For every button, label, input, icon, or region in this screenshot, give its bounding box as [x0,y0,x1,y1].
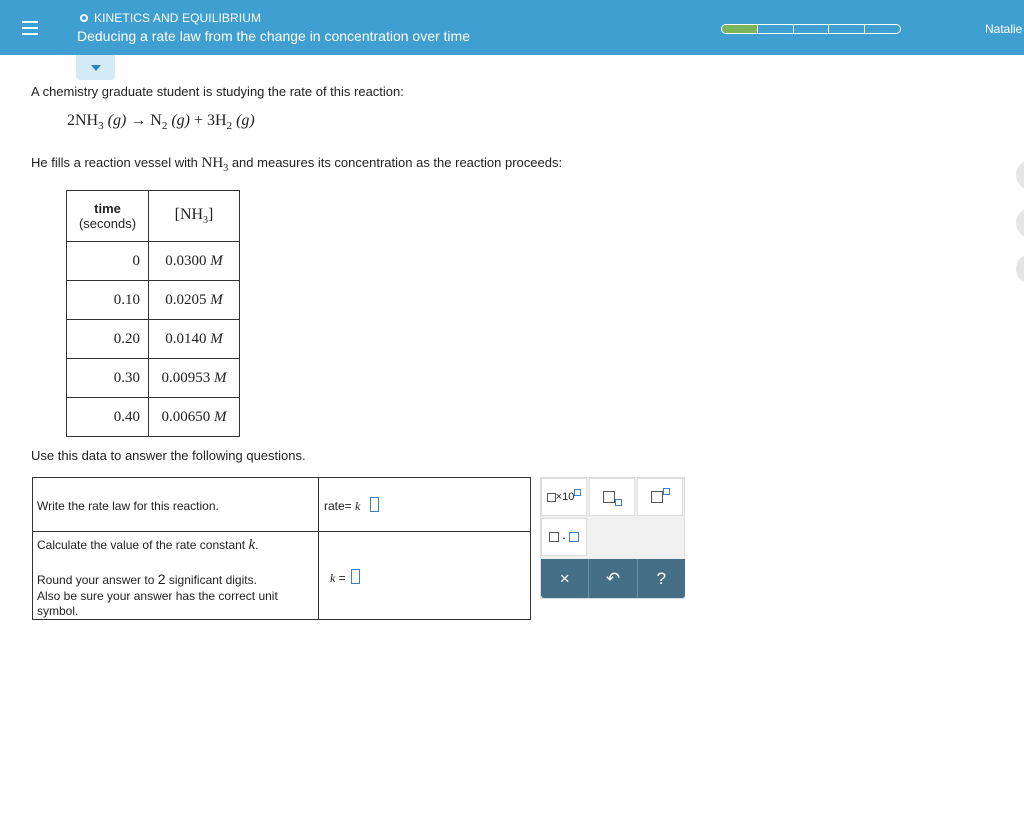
concentration-header: $[NH_3]$ [149,191,240,242]
top-bar [0,0,1024,55]
superscript-button[interactable] [637,478,683,516]
progress-segment [829,25,865,33]
rate-law-answer: rate= k [324,497,379,514]
superscript-box-icon [663,488,670,495]
palette-action-bar [541,559,685,598]
caret-down-icon [91,65,101,71]
time-cell: 0.40 [67,398,149,437]
table-row [67,398,240,437]
scientific-notation-button[interactable] [541,478,587,516]
concentration-cell: 0.0140 M [149,320,240,359]
topic-label: KINETICS AND EQUILIBRIUM [94,11,262,25]
close-icon: × [559,568,570,588]
q1-text: Write the rate law for this reaction. [37,499,219,513]
exponent-box-icon [574,489,581,496]
placeholder-box-icon [547,493,556,502]
progress-segment [722,25,758,33]
progress-segment [794,25,830,33]
placeholder-box-icon [651,491,663,503]
concentration-cell: 0.0300 M [149,242,240,281]
table-row [67,281,240,320]
q2-unit-note: Also be sure your answer has the correct unit symbol. [37,589,278,618]
menu-button[interactable] [0,0,60,55]
placeholder-box-icon [603,491,615,503]
undo-icon: ↶ [605,568,621,588]
problem-intro: A chemistry graduate student is studying the rate of this reaction: [31,84,404,99]
topic-circle-icon [80,14,88,22]
concentration-cell: 0.0205 M [149,281,240,320]
rate-constant-input[interactable] [351,569,360,584]
collapse-toggle[interactable] [76,55,115,80]
table-row [67,359,240,398]
side-tool-button[interactable] [1016,208,1024,238]
placeholder-box-icon [569,532,579,542]
table-row [67,320,240,359]
fills-statement: He fills a reaction vessel with $NH_3$ and measures its concentration as the reaction proceeds: [31,155,563,174]
subscript-box-icon [615,499,622,506]
time-header: time (seconds) [67,191,149,242]
user-name[interactable]: Natalie [985,22,1023,36]
q2-round-instruction: Round your answer to 2 significant digits. [37,571,257,587]
progress-segment [758,25,794,33]
q2-text: Calculate the value of the rate constant k. [37,537,259,553]
use-data-instruction: Use this data to answer the following questions. [31,448,306,463]
time-cell: 0.20 [67,320,149,359]
side-tool-button[interactable] [1016,160,1024,190]
clear-button[interactable] [541,559,589,598]
time-cell: 0 [67,242,149,281]
dot-label: · [561,529,567,545]
concentration-cell: 0.00650 M [149,398,240,437]
time-cell: 0.10 [67,281,149,320]
progress-segment [865,25,900,33]
rate-law-input[interactable] [370,497,379,512]
placeholder-box-icon [549,532,559,542]
concentration-table [66,190,240,437]
help-button[interactable] [638,559,685,598]
time-cell: 0.30 [67,359,149,398]
undo-button[interactable] [589,559,637,598]
table-header-row [67,191,240,242]
sci-label: ×10 [555,491,575,503]
hamburger-icon [22,21,38,35]
side-tool-button[interactable] [1016,254,1024,284]
table-row [67,242,240,281]
multiply-dot-button[interactable] [541,518,587,556]
rate-constant-answer: k = [330,569,360,586]
help-icon: ? [656,568,667,588]
reaction-equation: $2NH_3$ $(g) \to N_2$ $(g) + 3H_2$ (g) [67,112,255,133]
lesson-title: Deducing a rate law from the change in concentration over time [77,28,470,44]
question-table [32,477,531,620]
concentration-cell: 0.00953 M [149,359,240,398]
subscript-button[interactable] [589,478,635,516]
topic-line [80,11,261,25]
progress-bar [721,24,901,34]
